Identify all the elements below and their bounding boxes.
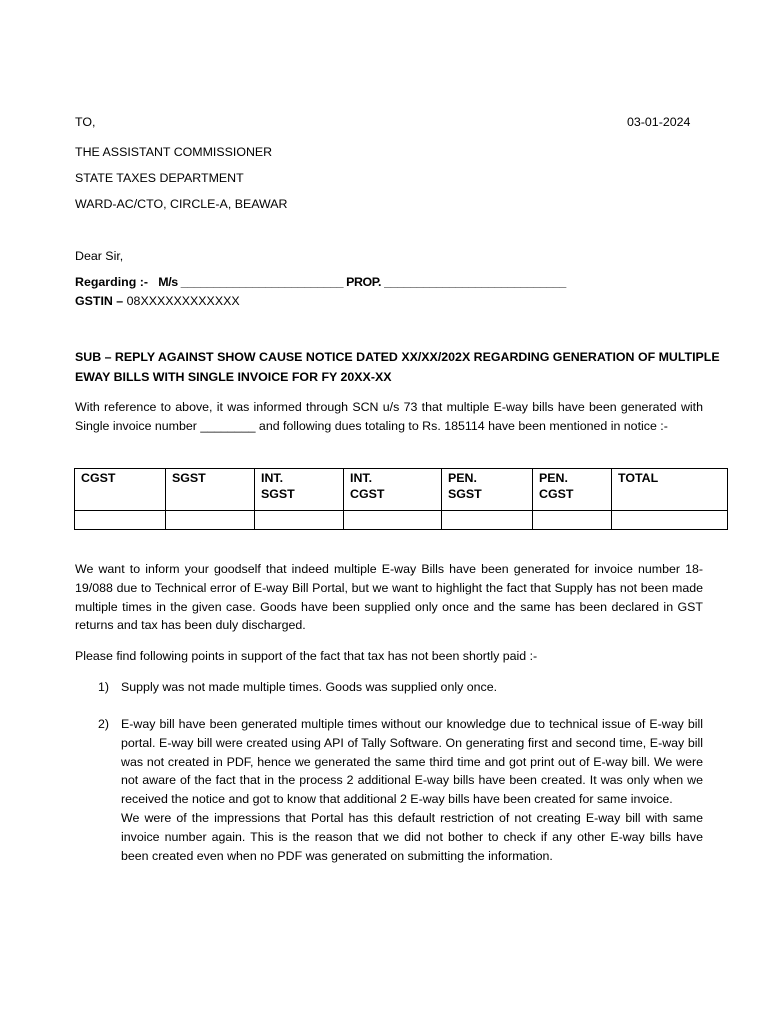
regarding-line <box>75 273 566 292</box>
dues-header-pen-sgst: PEN. SGST <box>442 469 533 511</box>
dues-table-header <box>75 469 728 511</box>
dues-header-int-sgst: INT. SGST <box>255 469 344 511</box>
regarding-label: Regarding :- <box>75 275 148 289</box>
dues-header-total: TOTAL <box>612 469 728 511</box>
dues-cell <box>344 511 442 530</box>
dues-header-sgst: SGST <box>166 469 255 511</box>
dues-cell <box>255 511 344 530</box>
salutation: Dear Sir, <box>75 249 124 263</box>
list-text-part-2: We were of the impressions that Portal has this default restriction of not creating E-way bill with same invoice number again. This is the reason that we did not bother to check if any other E-way bills have been created even when no PDF was generated on submitting the information. <box>121 810 703 863</box>
gstin-label: GSTIN – <box>75 294 124 308</box>
dues-cell <box>533 511 612 530</box>
reference-paragraph: With reference to above, it was informed through SCN u/s 73 that multiple E-way bills have been generated with Single invoice number ________ and following dues totaling to Rs. 185114 have been mentioned in notice :- <box>75 400 703 433</box>
dues-cell <box>166 511 255 530</box>
subject-line-2: EWAY BILLS WITH SINGLE INVOICE FOR FY 20XX-XX <box>75 370 392 384</box>
addressee-line-1: THE ASSISTANT COMMISSIONER <box>75 145 273 159</box>
points-intro: Please find following points in support of the fact that tax has not been shortly paid :- <box>75 649 538 663</box>
list-number: 2) <box>98 717 110 731</box>
dues-table <box>74 468 728 530</box>
dues-header-cgst: CGST <box>75 469 166 511</box>
dues-cell <box>75 511 166 530</box>
list-text-part-1: E-way bill have been generated multiple times without our knowledge due to technical issue of E-way bill portal. E-way bill were created using API of Tally Software. On generating first and second time, E-way bill was not created in PDF, hence we generated the same third time and got print out of E-way bill. We were not aware of the fact that in the process 2 additional E-way bills have been created. It was only when we received the notice and got to know that additional 2 E-way bills have been created for same invoice. <box>121 717 703 807</box>
dues-header-int-cgst: INT. CGST <box>344 469 442 511</box>
addressee-line-2: STATE TAXES DEPARTMENT <box>75 171 244 185</box>
to-label: TO, <box>75 115 96 129</box>
list-text <box>121 715 703 865</box>
dues-header-pen-cgst: PEN. CGST <box>533 469 612 511</box>
regarding-party: M/s _________________________ PROP. ____________________________ <box>158 275 566 289</box>
addressee-line-3: WARD-AC/CTO, CIRCLE-A, BEAWAR <box>75 197 288 211</box>
inform-paragraph: We want to inform your goodself that indeed multiple E-way Bills have been generated for invoice number 18-19/088 due to Technical error of E-way Bill Portal, but we want to highlight the fact that Supply has not been made multiple times in the given case. Goods have been supplied only once and the same has been declared in GST returns and tax has been duly discharged. <box>75 562 703 633</box>
table-row <box>75 511 728 530</box>
subject-line-1: SUB – REPLY AGAINST SHOW CAUSE NOTICE DATED XX/XX/202X REGARDING GENERATION OF MULTIPLE <box>75 350 720 364</box>
dues-cell <box>442 511 533 530</box>
list-text: Supply was not made multiple times. Goods was supplied only once. <box>121 680 498 694</box>
gstin-value: 08XXXXXXXXXXXX <box>126 294 240 308</box>
dues-cell <box>612 511 728 530</box>
letter-date: 03-01-2024 <box>627 115 691 129</box>
gstin-line <box>75 292 240 311</box>
list-number: 1) <box>98 680 110 694</box>
